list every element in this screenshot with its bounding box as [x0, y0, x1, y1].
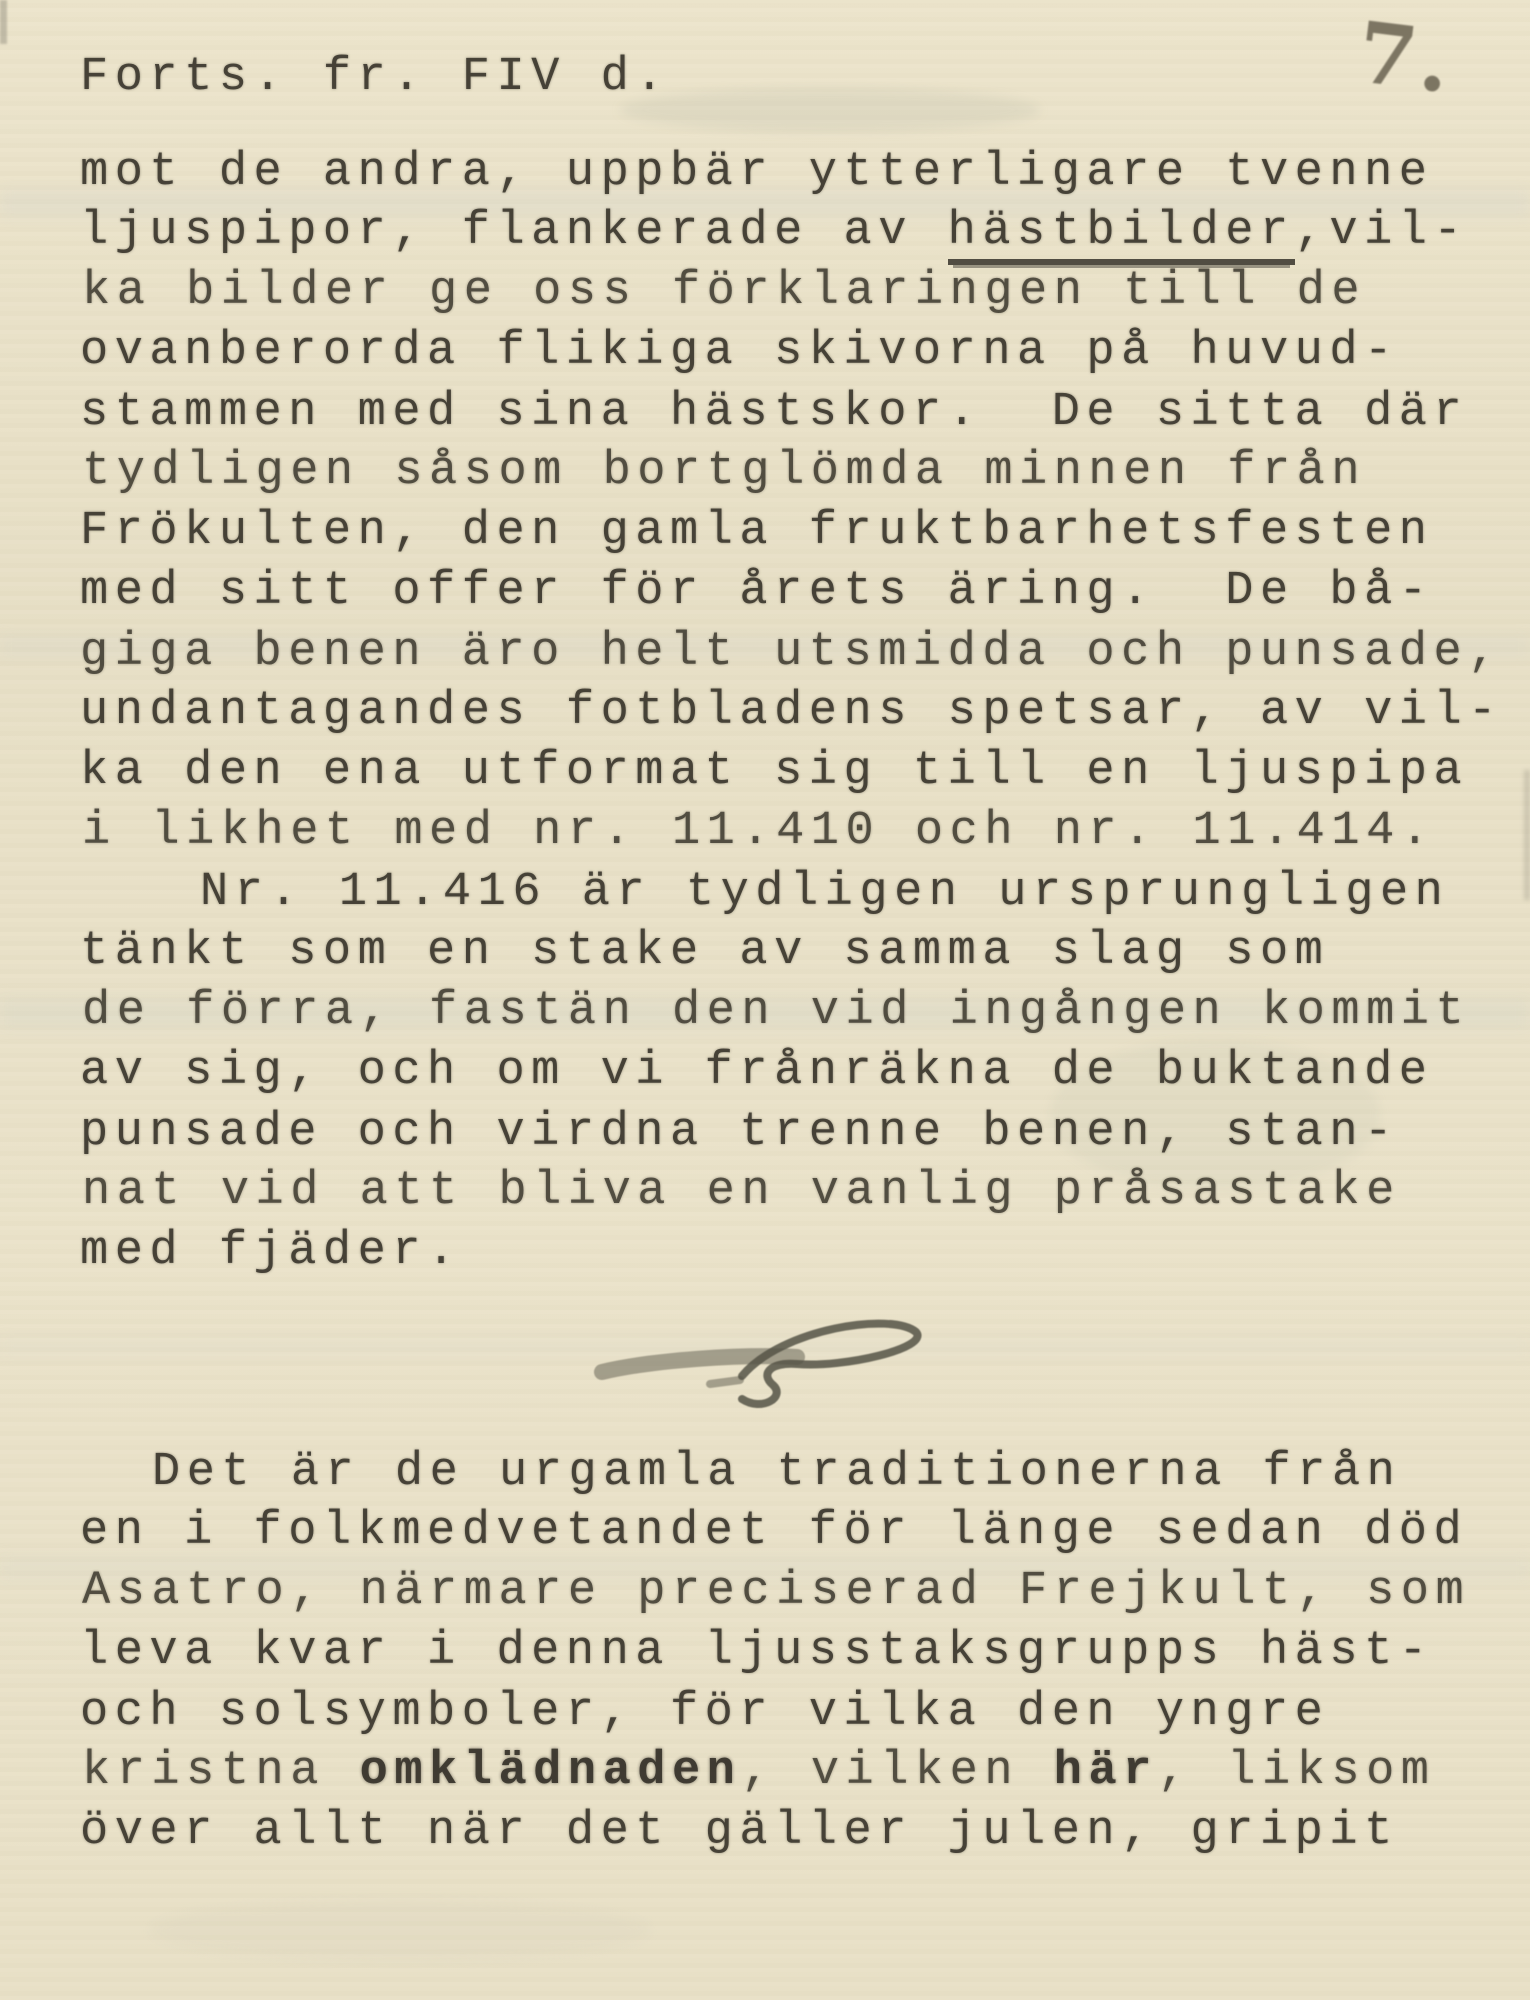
text-line: undantagandes fotbladens spetsar, av vil-	[80, 685, 1503, 738]
text-segment: kristna	[82, 1745, 360, 1798]
handwritten-flourish-divider	[592, 1312, 932, 1422]
text-line: Asatro, närmare preciserad Frejkult, som	[82, 1565, 1471, 1618]
text-line: över allt när det gäller julen, gripit	[80, 1805, 1399, 1858]
text-segment: , liksom	[1157, 1745, 1436, 1798]
text-line: giga benen äro helt utsmidda och punsade,	[80, 626, 1503, 679]
underlined-word: hästbilder	[948, 205, 1295, 265]
paragraph-3	[80, 1442, 1471, 1862]
bleed-through-smudge	[150, 1900, 650, 1960]
text-line: mot de andra, uppbär ytterligare tvenne	[80, 146, 1434, 199]
text-line: ka den ena utformat sig till en ljuspipa	[80, 745, 1469, 798]
paragraph-1	[80, 142, 1503, 862]
text-line	[82, 1742, 1470, 1802]
paper-streak	[0, 1338, 1530, 1356]
text-line: tydligen såsom bortglömda minnen från	[82, 445, 1367, 498]
text-segment: ljuspipor, flankerade av	[80, 205, 948, 258]
text-line: Det är de urgamla traditionerna från	[152, 1446, 1402, 1499]
text-line: punsade och virdna trenne benen, stan-	[80, 1106, 1399, 1159]
overstruck-word: här	[1053, 1745, 1158, 1798]
text-line	[80, 202, 1503, 262]
text-segment: ,vil-	[1294, 205, 1469, 258]
scan-edge-mark	[1524, 770, 1530, 900]
text-line: ovanberorda flikiga skivorna på huvud-	[80, 325, 1399, 378]
page-number: 7.	[1352, 2, 1460, 113]
text-line: ka bilder ge oss förklaringen till de	[82, 265, 1367, 318]
text-line: Nr. 11.416 är tydligen ursprungligen	[200, 866, 1450, 919]
continuation-note: Forts. fr. FIV d.	[80, 51, 670, 104]
text-segment: , vilken	[741, 1745, 1054, 1798]
text-line: en i folkmedvetandet för länge sedan död	[80, 1505, 1469, 1558]
text-line: av sig, och om vi frånräkna de buktande	[80, 1045, 1434, 1098]
text-line: med sitt offer för årets äring. De bå-	[80, 565, 1434, 618]
text-line: stammen med sina hästskor. De sitta där	[80, 386, 1469, 439]
overstruck-word: omklädnaden	[359, 1745, 742, 1798]
text-line: nat vid att bliva en vanlig pråsastake	[82, 1165, 1401, 1218]
paragraph-2	[80, 862, 1471, 1282]
scan-edge-mark	[0, 0, 7, 44]
text-line: i likhet med nr. 11.410 och nr. 11.414.	[82, 805, 1436, 858]
text-line: tänkt som en stake av samma slag som	[80, 925, 1330, 978]
text-line: Frökulten, den gamla fruktbarhetsfesten	[80, 505, 1434, 558]
bleed-through-smudge	[620, 88, 1040, 132]
text-line: och solsymboler, för vilka den yngre	[80, 1686, 1330, 1739]
text-line: de förra, fastän den vid ingången kommit	[82, 985, 1471, 1038]
text-line: med fjäder.	[80, 1225, 462, 1278]
text-line: leva kvar i denna ljusstaksgrupps häst-	[80, 1625, 1434, 1678]
